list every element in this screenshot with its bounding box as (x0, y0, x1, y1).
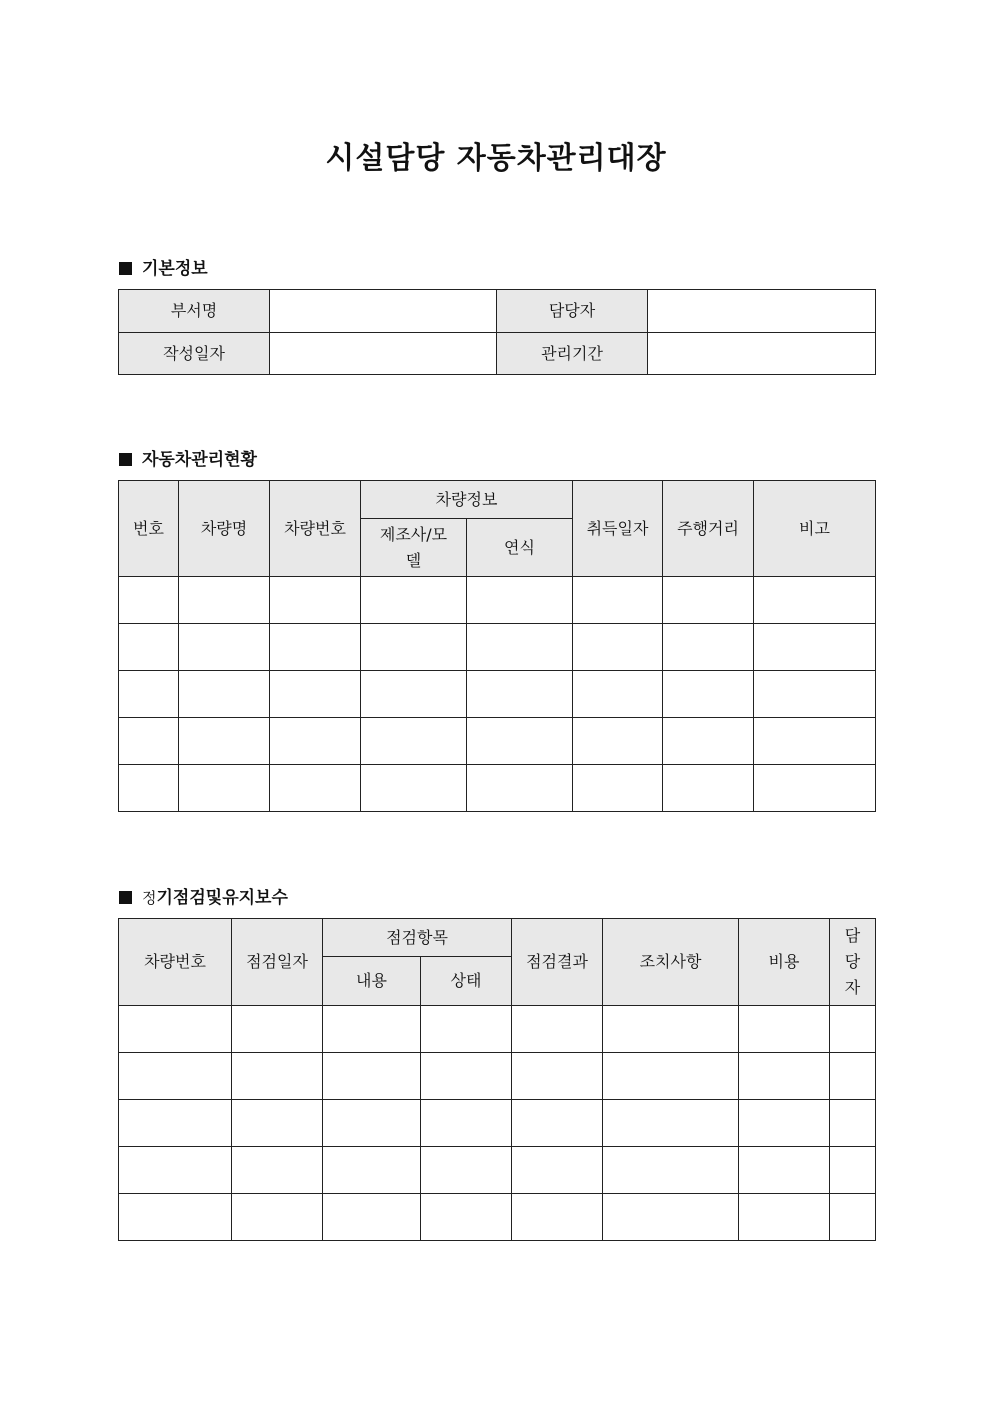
table-cell[interactable] (119, 765, 179, 812)
table-cell[interactable] (754, 624, 876, 671)
table-cell[interactable] (421, 1006, 512, 1053)
table-cell[interactable] (573, 765, 663, 812)
table-cell[interactable] (467, 718, 573, 765)
square-bullet-icon (119, 262, 132, 275)
header-acquired-date: 취득일자 (573, 481, 663, 577)
table-cell[interactable] (663, 718, 754, 765)
table-cell[interactable] (179, 765, 270, 812)
header-model-year: 연식 (467, 519, 573, 577)
table-cell[interactable] (830, 1194, 876, 1241)
table-cell[interactable] (270, 577, 361, 624)
section-basic-label: 기본정보 (142, 259, 208, 279)
header-action-taken: 조치사항 (603, 919, 739, 1006)
table-cell[interactable] (232, 1053, 323, 1100)
table-cell[interactable] (119, 718, 179, 765)
header-content: 내용 (323, 957, 421, 1006)
table-row (119, 1100, 876, 1147)
table-cell[interactable] (232, 1100, 323, 1147)
dept-value-cell[interactable] (270, 290, 497, 333)
header-mileage: 주행거리 (663, 481, 754, 577)
table-cell[interactable] (663, 671, 754, 718)
table-cell[interactable] (119, 1006, 232, 1053)
table-cell[interactable] (739, 1053, 830, 1100)
header-vehicle-info: 차량정보 (361, 481, 573, 519)
table-cell[interactable] (739, 1147, 830, 1194)
basic-info-table (118, 289, 876, 375)
table-cell[interactable] (512, 1194, 603, 1241)
table-cell[interactable] (119, 577, 179, 624)
table-cell[interactable] (603, 1147, 739, 1194)
table-cell[interactable] (323, 1194, 421, 1241)
section-inspection (119, 883, 288, 908)
square-bullet-icon (119, 891, 132, 904)
table-cell[interactable] (421, 1194, 512, 1241)
table-cell[interactable] (361, 718, 467, 765)
table-cell[interactable] (663, 765, 754, 812)
table-cell[interactable] (270, 765, 361, 812)
table-cell[interactable] (512, 1006, 603, 1053)
table-cell[interactable] (421, 1053, 512, 1100)
table-cell[interactable] (512, 1053, 603, 1100)
table-cell[interactable] (119, 1053, 232, 1100)
header-maker-model: 제조사/모델 (361, 519, 467, 577)
table-cell[interactable] (603, 1194, 739, 1241)
vehicle-status-table (118, 480, 876, 812)
table-row (119, 577, 876, 624)
table-cell[interactable] (232, 1194, 323, 1241)
table-cell[interactable] (179, 624, 270, 671)
table-cell[interactable] (179, 577, 270, 624)
date-label: 작성일자 (119, 333, 270, 375)
table-cell[interactable] (754, 765, 876, 812)
table-cell[interactable] (573, 718, 663, 765)
table-row (119, 1006, 876, 1053)
section-inspection-label: 기점검및유지보수 (156, 888, 288, 908)
table-cell[interactable] (421, 1147, 512, 1194)
section-vehicle-status (119, 445, 257, 470)
table-cell[interactable] (739, 1006, 830, 1053)
header-state: 상태 (421, 957, 512, 1006)
table-cell[interactable] (232, 1006, 323, 1053)
section-basic-info (119, 254, 208, 279)
table-cell[interactable] (119, 1100, 232, 1147)
square-bullet-icon (119, 453, 132, 466)
table-cell[interactable] (603, 1053, 739, 1100)
table-cell[interactable] (179, 718, 270, 765)
table-cell[interactable] (361, 577, 467, 624)
table-cell[interactable] (739, 1194, 830, 1241)
table-cell[interactable] (323, 1053, 421, 1100)
table-cell[interactable] (361, 624, 467, 671)
dept-label: 부서명 (119, 290, 270, 333)
manager-label: 담당자 (497, 290, 648, 333)
date-value-cell[interactable] (270, 333, 497, 375)
table-cell[interactable] (573, 624, 663, 671)
table-cell[interactable] (467, 671, 573, 718)
table-cell[interactable] (361, 671, 467, 718)
table-row (119, 1053, 876, 1100)
table-cell[interactable] (603, 1006, 739, 1053)
table-cell[interactable] (573, 577, 663, 624)
table-row (119, 624, 876, 671)
header-vehicle-name: 차량명 (179, 481, 270, 577)
period-value-cell[interactable] (648, 333, 876, 375)
header-plate-number: 차량번호 (270, 481, 361, 577)
table-cell[interactable] (754, 577, 876, 624)
table-cell[interactable] (467, 577, 573, 624)
table-cell[interactable] (323, 1147, 421, 1194)
table-cell[interactable] (467, 765, 573, 812)
table-row (119, 1194, 876, 1241)
table-cell[interactable] (512, 1147, 603, 1194)
header-cost: 비용 (739, 919, 830, 1006)
table-cell[interactable] (179, 671, 270, 718)
manager-value-cell[interactable] (648, 290, 876, 333)
table-cell[interactable] (119, 624, 179, 671)
header-no: 번호 (119, 481, 179, 577)
header-inspection-result: 점검결과 (512, 919, 603, 1006)
table-cell[interactable] (573, 671, 663, 718)
table-cell[interactable] (739, 1100, 830, 1147)
table-row (119, 765, 876, 812)
table-cell[interactable] (663, 577, 754, 624)
table-cell[interactable] (119, 671, 179, 718)
table-cell[interactable] (361, 765, 467, 812)
inspection-table (118, 918, 876, 1241)
table-cell[interactable] (119, 1194, 232, 1241)
document-title: 시설담당 자동차관리대장 (325, 141, 667, 176)
table-cell[interactable] (830, 1053, 876, 1100)
header-inspection-items: 점검항목 (323, 919, 512, 957)
table-cell[interactable] (754, 718, 876, 765)
period-label: 관리기간 (497, 333, 648, 375)
table-cell[interactable] (754, 671, 876, 718)
table-cell[interactable] (830, 1100, 876, 1147)
header-inspection-date: 점검일자 (232, 919, 323, 1006)
table-cell[interactable] (603, 1100, 739, 1147)
section-inspection-prefix: 정 (142, 889, 157, 907)
table-cell[interactable] (323, 1006, 421, 1053)
header-manager: 담당자 (830, 919, 876, 1006)
table-cell[interactable] (467, 624, 573, 671)
table-cell[interactable] (830, 1006, 876, 1053)
table-cell[interactable] (421, 1100, 512, 1147)
table-cell[interactable] (323, 1100, 421, 1147)
table-row (119, 718, 876, 765)
table-cell[interactable] (270, 624, 361, 671)
section-status-label: 자동차관리현황 (142, 450, 257, 470)
table-cell[interactable] (830, 1147, 876, 1194)
table-cell[interactable] (512, 1100, 603, 1147)
table-row (119, 1147, 876, 1194)
table-row (119, 671, 876, 718)
table-cell[interactable] (119, 1147, 232, 1194)
table-cell[interactable] (663, 624, 754, 671)
table-cell[interactable] (232, 1147, 323, 1194)
table-cell[interactable] (270, 718, 361, 765)
table-cell[interactable] (270, 671, 361, 718)
header-plate-number: 차량번호 (119, 919, 232, 1006)
header-note: 비고 (754, 481, 876, 577)
